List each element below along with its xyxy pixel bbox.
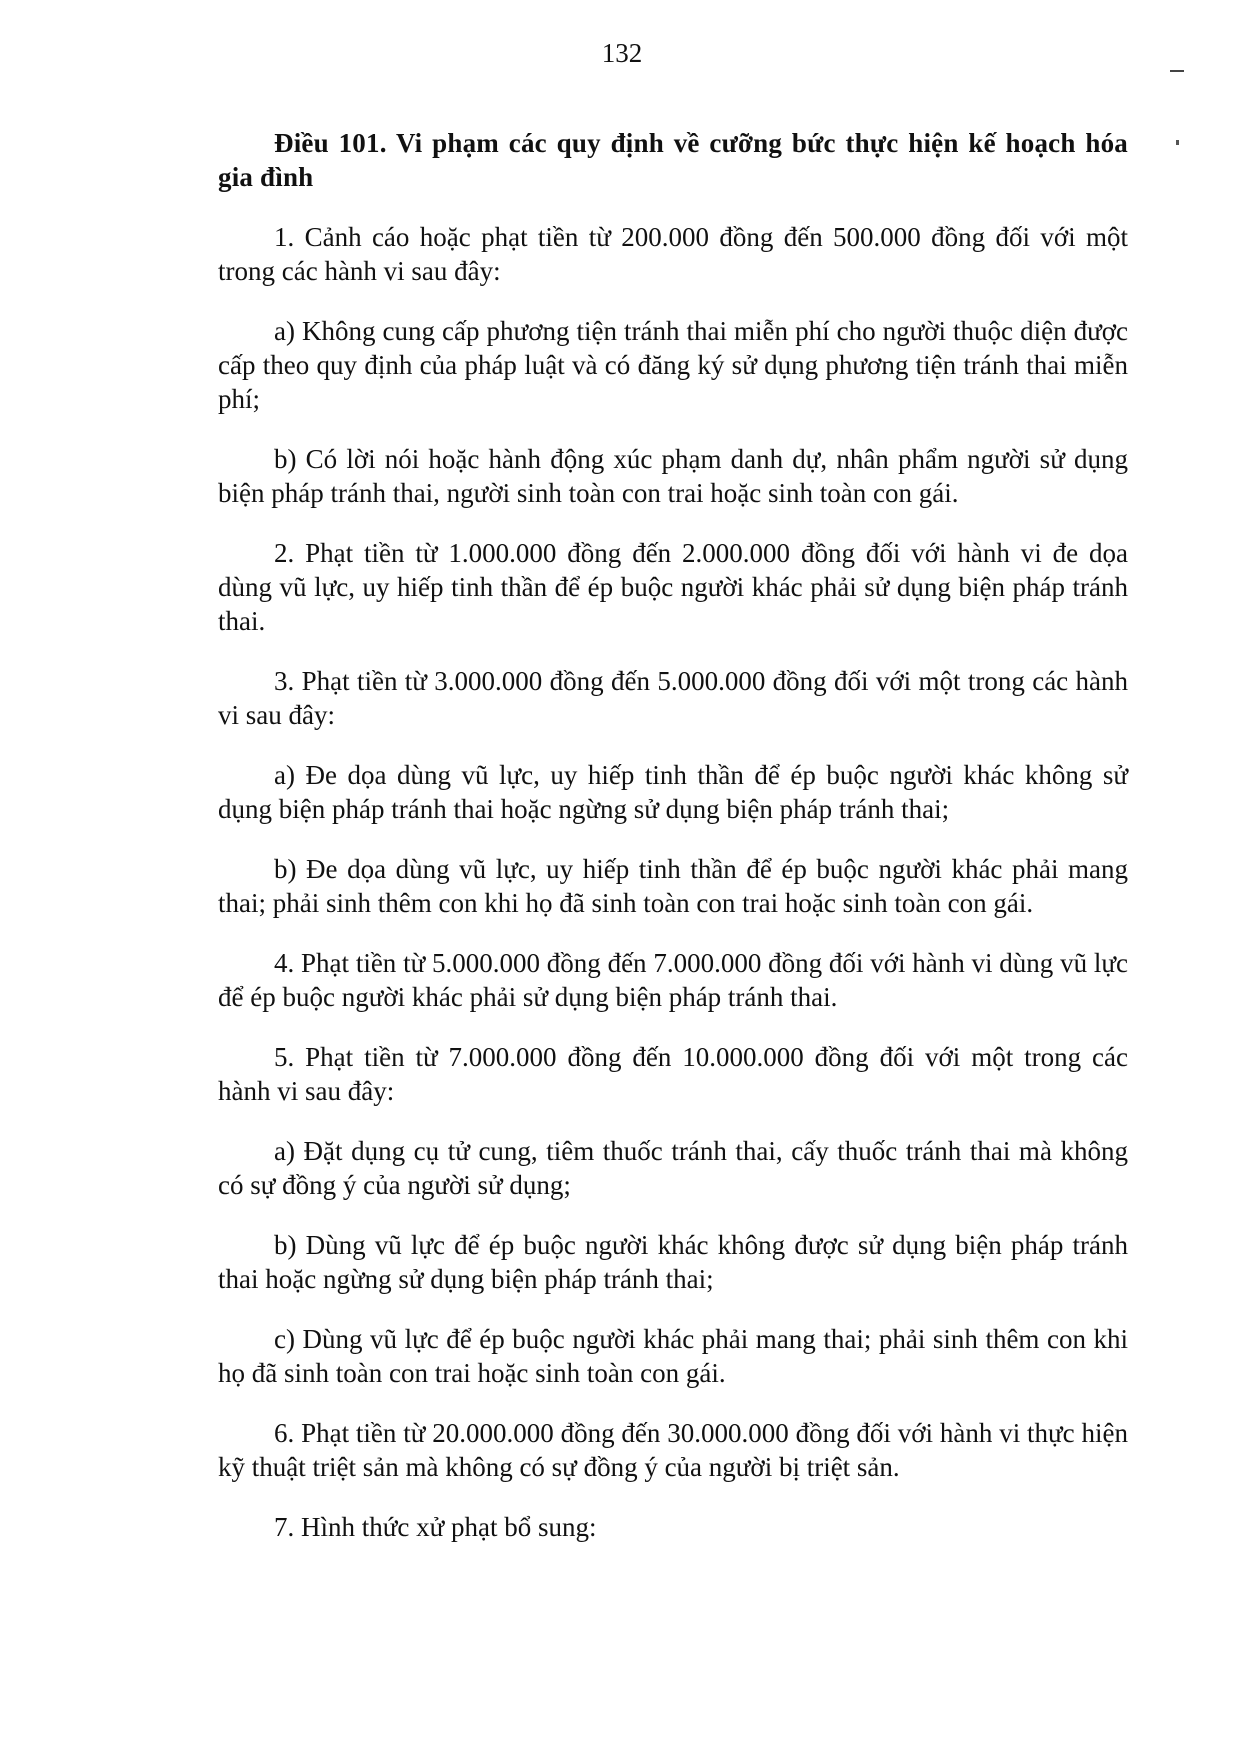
scan-artifact-mark xyxy=(1176,140,1179,145)
article-paragraph: b) Có lời nói hoặc hành động xúc phạm danh dự, nhân phẩm người sử dụng biện pháp tránh thai, người sinh toàn con trai hoặc sinh toàn con gái. xyxy=(218,444,1128,508)
article-paragraph: 3. Phạt tiền từ 3.000.000 đồng đến 5.000.000 đồng đối với một trong các hành vi sau đây: xyxy=(218,666,1128,730)
article-paragraph: a) Đặt dụng cụ tử cung, tiêm thuốc tránh thai, cấy thuốc tránh thai mà không có sự đồng ý của người sử dụng; xyxy=(218,1136,1128,1200)
article-heading: Điều 101. Vi phạm các quy định về cưỡng bức thực hiện kế hoạch hóa gia đình xyxy=(218,128,1128,192)
article-paragraph: b) Đe dọa dùng vũ lực, uy hiếp tinh thần để ép buộc người khác phải mang thai; phải sinh thêm con khi họ đã sinh toàn con trai hoặc sinh toàn con gái. xyxy=(218,854,1128,918)
article-paragraph: a) Không cung cấp phương tiện tránh thai miễn phí cho người thuộc diện được cấp theo quy định của pháp luật và có đăng ký sử dụng phương tiện tránh thai miễn phí; xyxy=(218,316,1128,414)
article-paragraph: b) Dùng vũ lực để ép buộc người khác không được sử dụng biện pháp tránh thai hoặc ngừng sử dụng biện pháp tránh thai; xyxy=(218,1230,1128,1294)
article-paragraph: 1. Cảnh cáo hoặc phạt tiền từ 200.000 đồng đến 500.000 đồng đối với một trong các hành vi sau đây: xyxy=(218,222,1128,286)
article-paragraph: 6. Phạt tiền từ 20.000.000 đồng đến 30.000.000 đồng đối với hành vi thực hiện kỹ thuật triệt sản mà không có sự đồng ý của người bị triệt sản. xyxy=(218,1418,1128,1482)
page-number: 132 xyxy=(601,38,643,68)
article-paragraph: 2. Phạt tiền từ 1.000.000 đồng đến 2.000.000 đồng đối với hành vi đe dọa dùng vũ lực, uy hiếp tinh thần để ép buộc người khác phải sử dụng biện pháp tránh thai. xyxy=(218,538,1128,636)
scan-artifact-mark xyxy=(1170,70,1184,72)
article-paragraph: 7. Hình thức xử phạt bổ sung: xyxy=(274,1512,597,1542)
article-paragraph: c) Dùng vũ lực để ép buộc người khác phải mang thai; phải sinh thêm con khi họ đã sinh toàn con trai hoặc sinh toàn con gái. xyxy=(218,1324,1128,1388)
article-paragraph: a) Đe dọa dùng vũ lực, uy hiếp tinh thần để ép buộc người khác không sử dụng biện pháp tránh thai hoặc ngừng sử dụng biện pháp tránh thai; xyxy=(218,760,1128,824)
article-body xyxy=(218,126,1128,1570)
article-paragraph: 4. Phạt tiền từ 5.000.000 đồng đến 7.000.000 đồng đối với hành vi dùng vũ lực để ép buộc người khác phải sử dụng biện pháp tránh thai. xyxy=(218,948,1128,1012)
article-paragraph: 5. Phạt tiền từ 7.000.000 đồng đến 10.000.000 đồng đối với một trong các hành vi sau đây: xyxy=(218,1042,1128,1106)
